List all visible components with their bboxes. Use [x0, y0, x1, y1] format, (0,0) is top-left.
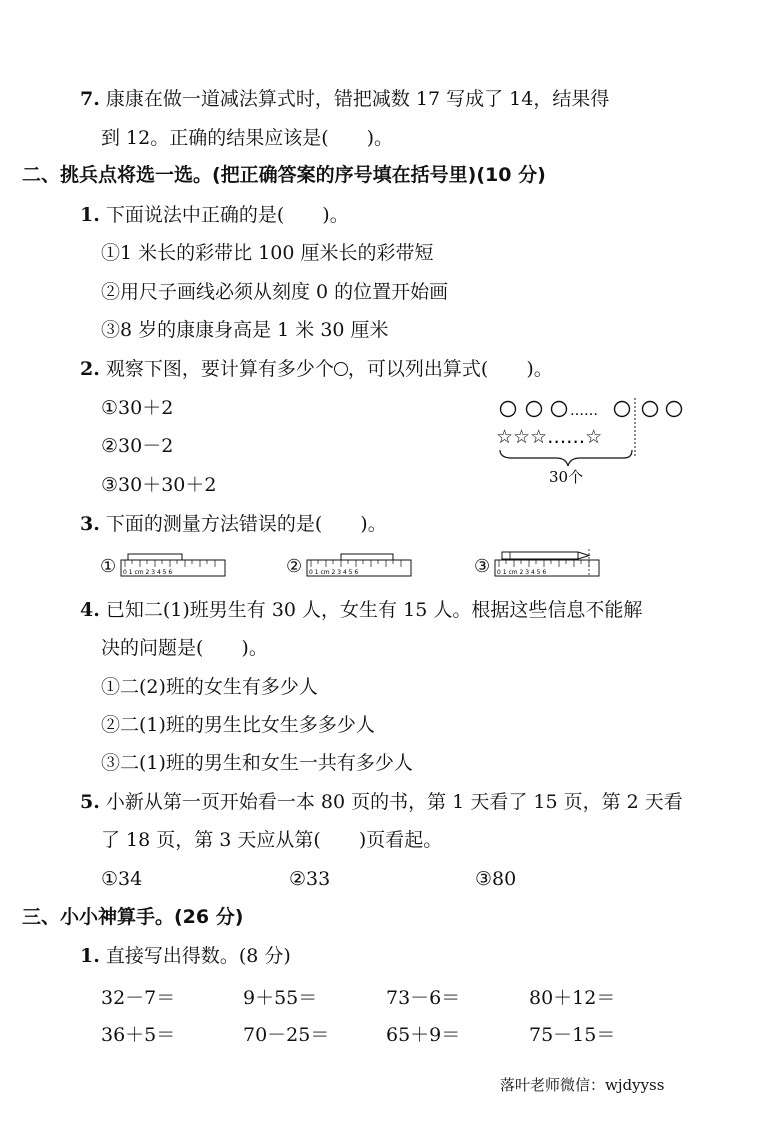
question-text: 下面的测量方法错误的是( )。 — [105, 513, 387, 535]
ruler-figure-3 — [494, 549, 602, 579]
calc-item: 9＋55＝ — [243, 987, 318, 1009]
ruler-ticks: 0 1 cm 2 3 4 5 6 — [497, 569, 547, 576]
question-number: 2. — [80, 358, 100, 380]
option-2: ②33 — [289, 868, 331, 890]
circle-shape — [501, 402, 516, 417]
calc-item: 75－15＝ — [529, 1024, 616, 1046]
question-number: 7. — [80, 88, 100, 110]
question-3-1 — [80, 944, 291, 968]
question-number: 4. — [80, 599, 100, 621]
option-3: ③30＋30＋2 — [101, 474, 217, 496]
calc-item: 36＋5＝ — [101, 1024, 176, 1046]
question-2-3 — [80, 512, 387, 536]
circle-shape — [527, 402, 542, 417]
question-7 — [80, 87, 609, 111]
ruler-ticks: 0 1 cm 2 3 4 5 6 — [123, 569, 173, 576]
circle-shape — [615, 402, 630, 417]
question-number: 1. — [80, 945, 100, 967]
question-text: 下面说法中正确的是( )。 — [105, 204, 349, 226]
calc-item: 70－25＝ — [243, 1024, 330, 1046]
section-3-title: 三、小小神算手。(26 分) — [22, 906, 244, 928]
option-2: ②用尺子画线必须从刻度 0 的位置开始画 — [101, 281, 449, 303]
option-1: ①30＋2 — [101, 397, 174, 419]
circle-icon — [334, 362, 348, 376]
question-number: 5. — [80, 791, 100, 813]
option-3: ③80 — [475, 868, 517, 890]
question-number: 3. — [80, 513, 100, 535]
option-1: ①34 — [101, 868, 143, 890]
question-text: 已知二(1)班男生有 30 人，女生有 15 人。根据这些信息不能解 — [105, 599, 643, 621]
option-1: ①1 米长的彩带比 100 厘米长的彩带短 — [101, 242, 434, 264]
calc-item: 65＋9＝ — [386, 1024, 461, 1046]
stars-row: ☆☆☆……☆ — [496, 426, 603, 448]
calc-item: 73－6＝ — [386, 987, 461, 1009]
question-2-4-line2: 决的问题是( )。 — [101, 637, 268, 659]
circles-stars-figure — [492, 396, 692, 488]
circle-shape — [667, 402, 682, 417]
option-3: ③8 岁的康康身高是 1 米 30 厘米 — [101, 319, 389, 341]
ruler-figure-2 — [306, 553, 414, 579]
ruler-ticks: 0 1 cm 2 3 4 5 6 — [309, 569, 359, 576]
method-2-label: ② — [286, 556, 303, 577]
option-1: ①二(2)班的女生有多少人 — [101, 676, 318, 698]
question-2-5-line2: 了 18 页，第 3 天应从第( )页看起。 — [101, 829, 443, 851]
question-text: 小新从第一页开始看一本 80 页的书，第 1 天看了 15 页，第 2 天看 — [105, 791, 683, 813]
circle-shape — [643, 402, 658, 417]
pencil-icon — [502, 552, 589, 559]
option-2: ②二(1)班的男生比女生多多少人 — [101, 714, 375, 736]
method-1-label: ① — [100, 556, 117, 577]
ellipsis: …… — [570, 403, 598, 419]
question-text: 直接写出得数。(8 分) — [105, 945, 291, 967]
question-2-2 — [80, 357, 553, 381]
watermark: 落叶老师微信：wjdyyss — [500, 1076, 665, 1094]
question-text-a: 观察下图，要计算有多少个 — [105, 358, 334, 380]
question-2-5 — [80, 790, 683, 814]
section-2-title: 二、挑兵点将选一选。(把正确答案的序号填在括号里)(10 分) — [22, 164, 546, 186]
figure-label: 30个 — [549, 468, 584, 486]
method-3-label: ③ — [474, 556, 491, 577]
question-text: 康康在做一道减法算式时，错把减数 17 写成了 14，结果得 — [105, 88, 610, 110]
option-3: ③二(1)班的男生和女生一共有多少人 — [101, 752, 413, 774]
circle-shape — [552, 402, 567, 417]
question-number: 1. — [80, 204, 100, 226]
question-2-1 — [80, 203, 349, 227]
question-2-4 — [80, 598, 642, 622]
calc-item: 32－7＝ — [101, 987, 176, 1009]
calc-item: 80＋12＝ — [529, 987, 616, 1009]
question-text-b: ，可以列出算式( )。 — [347, 358, 553, 380]
ruler-figure-1 — [120, 553, 228, 579]
option-2: ②30－2 — [101, 435, 174, 457]
question-7-line2: 到 12。正确的结果应该是( )。 — [101, 127, 394, 149]
